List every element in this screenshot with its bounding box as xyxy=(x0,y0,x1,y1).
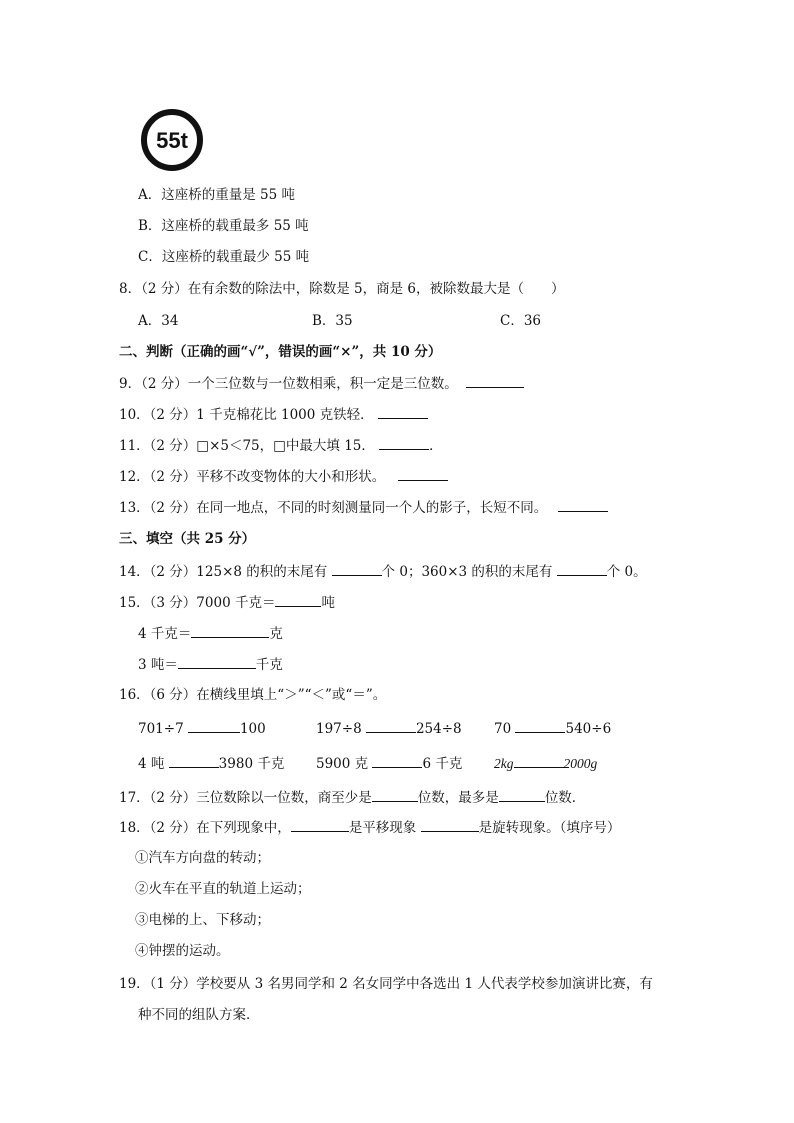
q11-answer-blank[interactable] xyxy=(379,436,429,450)
q16-r1-c2-right: 254÷8 xyxy=(415,721,462,737)
q16-r2-c2-blank[interactable] xyxy=(372,754,422,768)
q8-option-c: C．36 xyxy=(500,313,542,329)
q15-line-2-pre: 4 千克＝ xyxy=(138,626,192,642)
q16-r2-c2-left: 5900 克 xyxy=(316,756,373,772)
q16-r1-c3-left: 70 xyxy=(494,721,516,737)
q7-option-a: A．这座桥的重量是 55 吨 xyxy=(138,187,296,203)
q8-option-b: B．35 xyxy=(312,313,353,329)
q14-blank-2[interactable] xyxy=(557,562,607,576)
q16-r2-c3-right: 2000g xyxy=(563,756,598,771)
q16-r1-c1-right: 100 xyxy=(239,721,266,737)
q10-text: 10．（2 分）1 千克棉花比 1000 克铁轻． xyxy=(119,407,374,423)
q15-blank-1[interactable] xyxy=(275,593,321,607)
q11-text: 11．（2 分）□×5＜75，□中最大填 15． xyxy=(119,438,375,454)
q19-line-1: 19．（1 分）学校要从 3 名男同学和 2 名女同学中各选出 1 人代表学校参加演讲比赛，有 xyxy=(119,976,653,992)
q16-r1-c2 xyxy=(316,719,462,738)
q8-stem: 8．（2 分）在有余数的除法中，除数是 5，商是 6，被除数最大是（ ） xyxy=(119,281,565,297)
q16-r2-c1-right: 3980 千克 xyxy=(218,756,285,772)
q18-item-1: ①汽车方向盘的转动； xyxy=(135,850,270,866)
q18-blank-1[interactable] xyxy=(291,818,349,832)
q18-item-4: ④钟摆的运动。 xyxy=(135,943,230,959)
q16-r1-c3-blank[interactable] xyxy=(515,719,565,733)
q17-part-3: 位数． xyxy=(544,790,586,806)
q14-part-3: 个 0。 xyxy=(606,564,647,580)
sign-text: 55t xyxy=(156,128,188,153)
q16-r1-c1 xyxy=(138,719,266,738)
q9 xyxy=(119,374,524,393)
q13-text: 13．（2 分）在同一地点，不同的时刻测量同一个人的影子，长短不同。 xyxy=(119,500,548,516)
q10 xyxy=(119,405,428,424)
q16-r2-c3-left: 2kg xyxy=(494,756,514,771)
q14-part-2: 个 0；360×3 的积的末尾有 xyxy=(381,564,557,580)
q12-answer-blank[interactable] xyxy=(398,467,448,481)
q9-text: 9．（2 分）一个三位数与一位数相乘，积一定是三位数。 xyxy=(119,376,458,392)
q15-line-3 xyxy=(138,655,283,674)
q7-option-b: B．这座桥的载重最多 55 吨 xyxy=(138,218,309,234)
q17 xyxy=(119,788,585,807)
q17-part-2: 位数，最多是 xyxy=(417,790,499,806)
q14-part-1: 14．（2 分）125×8 的积的末尾有 xyxy=(119,564,332,580)
q14-blank-1[interactable] xyxy=(332,562,382,576)
q15-unit-3: 千克 xyxy=(255,657,283,673)
q15-blank-2[interactable] xyxy=(191,624,269,638)
q18 xyxy=(119,818,620,837)
q7-option-c: C．这座桥的载重最少 55 吨 xyxy=(138,249,310,265)
q18-part-3: 是旋转现象。（填序号） xyxy=(478,820,621,836)
q17-blank-1[interactable] xyxy=(372,788,418,802)
q16-r1-c2-blank[interactable] xyxy=(366,719,416,733)
q16-r2-c2-right: 6 千克 xyxy=(422,756,463,772)
q16-r2-c1-blank[interactable] xyxy=(169,754,219,768)
q15-line-2 xyxy=(138,624,283,643)
q12 xyxy=(119,467,448,486)
q15-line-3-pre: 3 吨＝ xyxy=(138,657,178,673)
q8-option-a: A．34 xyxy=(138,313,179,329)
q18-item-2: ②火车在平直的轨道上运动； xyxy=(135,881,311,897)
q15-blank-3[interactable] xyxy=(178,655,256,669)
q15-unit-2: 克 xyxy=(269,626,283,642)
q18-blank-2[interactable] xyxy=(421,818,479,832)
q16-r2-c1 xyxy=(138,754,284,773)
q19-line-2: 种不同的组队方案． xyxy=(138,1007,260,1023)
q16-r1-c3-right: 540÷6 xyxy=(565,721,612,737)
q16-stem: 16．（6 分）在横线里填上“＞”“＜”或“＝”。 xyxy=(119,687,387,703)
q10-answer-blank[interactable] xyxy=(378,405,428,419)
q16-r2-c3 xyxy=(494,754,597,773)
q18-part-1: 18．（2 分）在下列现象中， xyxy=(119,820,291,836)
q16-r1-c2-left: 197÷8 xyxy=(316,721,366,737)
q17-blank-2[interactable] xyxy=(499,788,545,802)
q17-part-1: 17．（2 分）三位数除以一位数，商至少是 xyxy=(119,790,372,806)
q14 xyxy=(119,562,647,581)
q16-r2-c1-left: 4 吨 xyxy=(138,756,169,772)
q12-text: 12．（2 分）平移不改变物体的大小和形状。 xyxy=(119,469,386,485)
q16-r2-c2 xyxy=(316,754,462,773)
q18-item-3: ③电梯的上、下移动； xyxy=(135,912,270,928)
q16-r1-c1-left: 701÷7 xyxy=(138,721,188,737)
q18-part-2: 是平移现象 xyxy=(348,820,421,836)
q16-r1-c3 xyxy=(494,719,611,738)
q13-answer-blank[interactable] xyxy=(558,498,608,512)
q15-line-1 xyxy=(119,593,335,612)
q15-unit-1: 吨 xyxy=(321,595,335,611)
section-2-title: 二、判断（正确的画“√”，错误的画“×”，共 10 分） xyxy=(119,344,442,360)
q15-part-1: 15．（3 分）7000 千克＝ xyxy=(119,595,276,611)
q13 xyxy=(119,498,608,517)
q9-answer-blank[interactable] xyxy=(466,374,524,388)
q11 xyxy=(119,436,443,455)
weight-limit-sign-icon xyxy=(140,108,204,172)
q16-r1-c1-blank[interactable] xyxy=(188,719,240,733)
section-3-title: 三、填空（共 25 分） xyxy=(119,531,256,547)
q16-r2-c3-blank[interactable] xyxy=(514,754,564,768)
q11-end: ． xyxy=(429,438,443,454)
